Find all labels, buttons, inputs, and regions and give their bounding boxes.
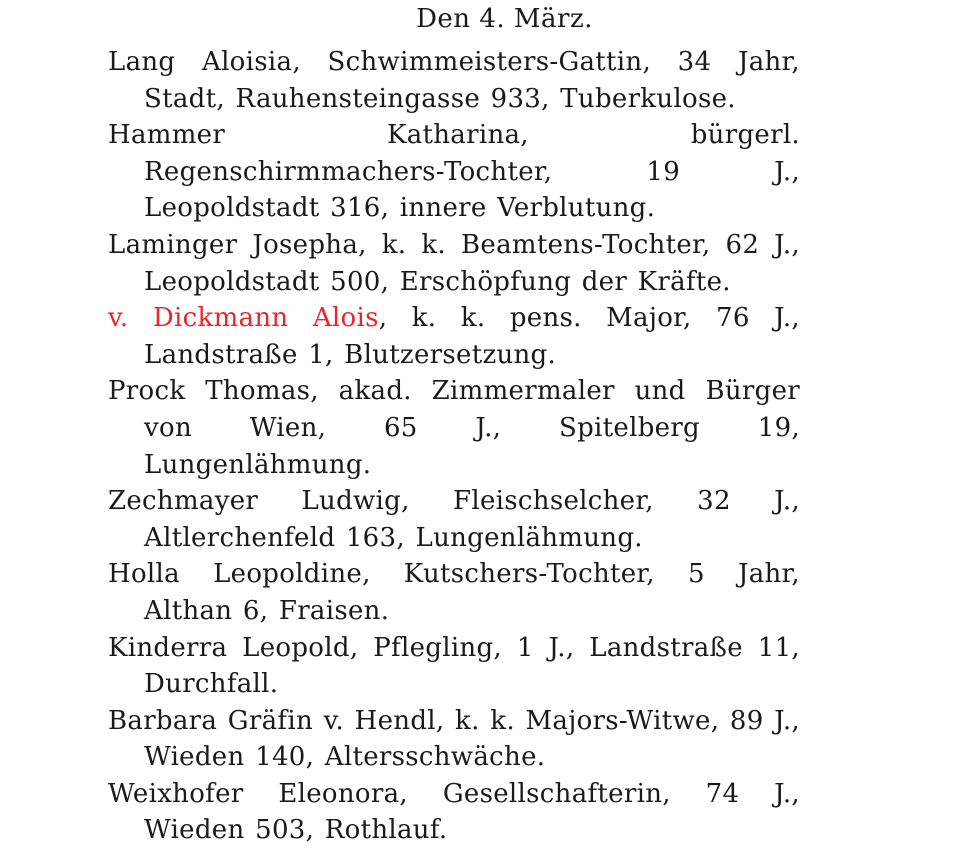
entry-details: , Fleischselcher, 32 J., Altlerchenfeld 163, Lungenlähmung. xyxy=(144,486,800,553)
entry-name: Lang Aloisia xyxy=(108,47,293,77)
entry-name: Barbara Gräfin v. Hendl xyxy=(108,705,436,736)
register-entry xyxy=(108,373,800,483)
entry-details: , Pflegling, 1 J., Landstraße 11, Durchfall. xyxy=(144,632,800,700)
entry-name: Weixhofer Eleonora xyxy=(108,778,400,809)
entry-details: , Gesellschafterin, 74 J., Wieden 503, Rothlauf. xyxy=(144,778,800,846)
highlighted-entry-name: v. Dickmann Alois xyxy=(108,303,379,334)
register-entry-highlighted xyxy=(108,300,800,373)
entry-details: , k. k. pens. Major, 76 J., Landstraße 1, Blutzersetzung. xyxy=(144,303,800,370)
entry-details: , k. k. Beamtens-Tochter, 62 J., Leopoldstadt 500, Erschöpfung der Kräfte. xyxy=(144,229,800,297)
entry-name: Holla Leopoldine xyxy=(108,559,363,590)
entry-details: , akad. Zimmermaler und Bürger von Wien, 65 J., Spitelberg 19, Lungenlähmung. xyxy=(144,376,800,480)
entry-name: Hammer Katharina xyxy=(108,120,521,151)
entry-name: Kinderra Leopold xyxy=(108,632,350,663)
register-entry xyxy=(108,117,800,227)
entry-details: , Kutschers-Tochter, 5 Jahr, Althan 6, Fraisen. xyxy=(144,559,800,626)
register-entry xyxy=(108,703,800,776)
entry-details: , Schwimmeisters-Gattin, 34 Jahr, Stadt, Rauhensteingasse 933, Tuberkulose. xyxy=(144,47,800,114)
register-entry xyxy=(108,44,800,117)
death-register-list xyxy=(108,44,800,849)
register-entry xyxy=(108,776,800,849)
entry-name: Zechmayer Ludwig xyxy=(108,486,402,517)
entry-details: , k. k. Majors-Witwe, 89 J., Wieden 140, Altersschwäche. xyxy=(144,705,800,773)
entry-details: , bürgerl. Regenschirmmachers-Tochter, 19 J., Leopoldstadt 316, innere Verblutung. xyxy=(144,120,800,224)
entry-name: Prock Thomas xyxy=(108,376,311,407)
register-entry xyxy=(108,227,800,300)
entry-name: Laminger Josepha xyxy=(108,229,359,260)
register-entry xyxy=(108,556,800,629)
register-entry xyxy=(108,630,800,703)
register-entry xyxy=(108,483,800,556)
date-heading: Den 4. März. xyxy=(416,4,593,34)
